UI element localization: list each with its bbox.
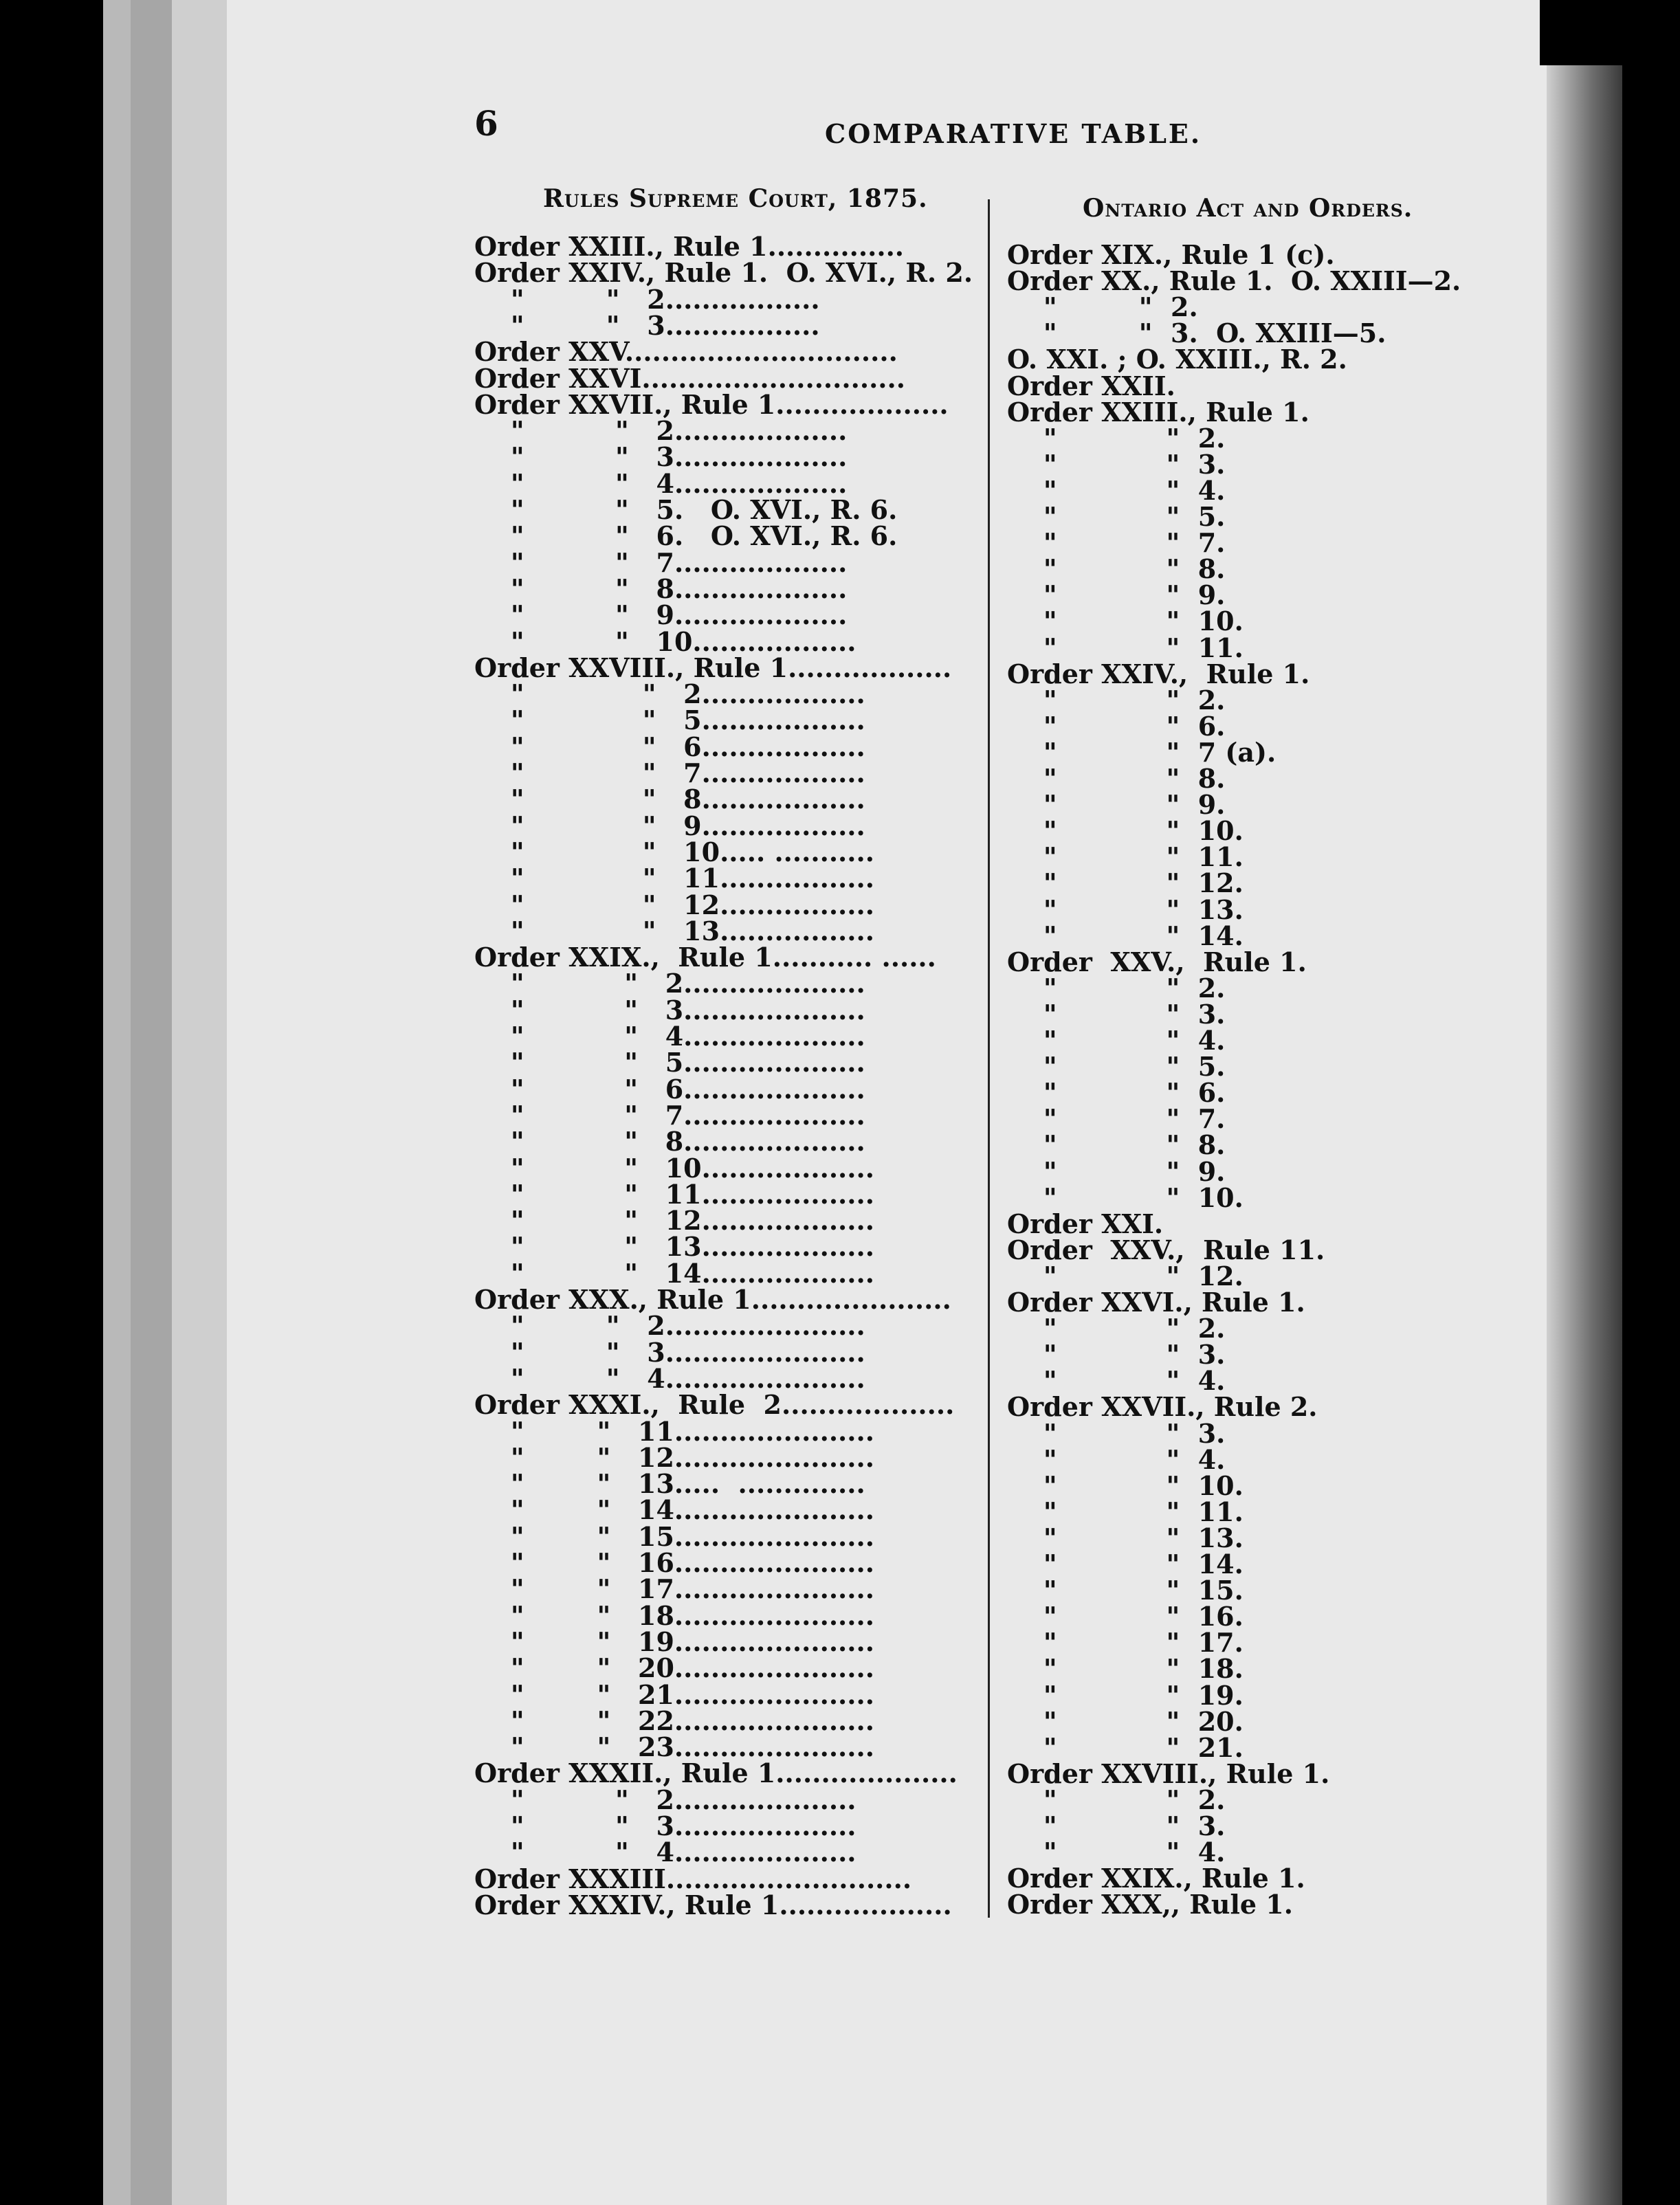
table-row: Order XXXIV., Rule 1................... xyxy=(474,1889,952,1920)
table-row: " " 13................... xyxy=(474,1231,874,1263)
table-row: " " 7. xyxy=(1007,1103,1226,1135)
table-row: " " 10. xyxy=(1007,1182,1244,1213)
table-row: Order XXIX., Rule 1. xyxy=(1007,1863,1305,1894)
table-row: " " 3...................... xyxy=(474,1336,865,1368)
table-row: Order XXXIII........................... xyxy=(474,1863,912,1894)
table-row: " " 2.................. xyxy=(474,678,865,710)
table-row: " " 2................. xyxy=(474,283,820,315)
table-row: " " 3. xyxy=(1007,998,1226,1030)
table-row: " " 13................. xyxy=(474,915,874,946)
table-row: " " 4.................... xyxy=(474,1837,856,1868)
table-row: Order XXX., Rule 1...................... xyxy=(474,1284,951,1315)
table-row: " " 2................... xyxy=(474,415,848,447)
table-row: " " 12................. xyxy=(474,889,874,920)
table-row: " " 7 (a). xyxy=(1007,736,1276,768)
table-row: " " 10. xyxy=(1007,1470,1244,1501)
table-row: " " 10..... ........... xyxy=(474,836,874,867)
table-row: " " 10.................. xyxy=(474,625,856,657)
table-row: " " 12. xyxy=(1007,1260,1244,1292)
table-row: " " 6. xyxy=(1007,710,1226,742)
table-row: " " 10. xyxy=(1007,815,1244,847)
table-row: Order XXIII., Rule 1. xyxy=(1007,396,1309,428)
table-row: " " 3. xyxy=(1007,448,1226,480)
table-row: " " 8. xyxy=(1007,553,1226,585)
table-row: Order XXIX., Rule 1........... ...... xyxy=(474,942,936,973)
table-row: Order XXX,, Rule 1. xyxy=(1007,1889,1293,1920)
table-row: Order XXI. xyxy=(1007,1208,1164,1239)
table-row: " " 4................... xyxy=(474,467,848,499)
table-row: " " 3. xyxy=(1007,1810,1226,1841)
table-row: Order XXVI., Rule 1. xyxy=(1007,1287,1305,1318)
left-column-heading: Rules Supreme Court, 1875. xyxy=(543,184,928,213)
table-row: Order XXV., Rule 11. xyxy=(1007,1234,1325,1265)
page-number: 6 xyxy=(474,103,498,144)
table-row: " " 3.................... xyxy=(474,1810,856,1841)
book-edge xyxy=(172,0,227,2205)
table-row: " " 2. xyxy=(1007,972,1226,1004)
table-row: " " 2.................... xyxy=(474,968,865,999)
table-row: " " 5. xyxy=(1007,1051,1226,1083)
table-row: " " 8................... xyxy=(474,573,848,604)
table-row: " " 7.................... xyxy=(474,1099,865,1131)
table-row: " " 13..... .............. xyxy=(474,1468,865,1500)
table-row: " " 13. xyxy=(1007,1522,1244,1553)
table-row: Order XXXII., Rule 1.................... xyxy=(474,1758,958,1789)
table-row: " " 12...................... xyxy=(474,1441,874,1473)
table-row: " " 10................... xyxy=(474,1152,874,1184)
table-row: " " 4. xyxy=(1007,474,1226,506)
table-row: " " 3.................... xyxy=(474,994,865,1026)
table-row: " " 4. xyxy=(1007,1365,1226,1397)
table-row: Order XXII. xyxy=(1007,370,1175,401)
table-row: Order XX., Rule 1. O. XXIII—2. xyxy=(1007,265,1461,297)
table-row: " " 16...................... xyxy=(474,1547,874,1578)
table-row: " " 4. xyxy=(1007,1443,1226,1475)
table-row: " " 14................... xyxy=(474,1257,874,1289)
table-row: " " 4.................... xyxy=(474,1021,865,1052)
scan-border xyxy=(1540,0,1680,65)
table-row: " " 10. xyxy=(1007,606,1244,637)
table-row: " " 9. xyxy=(1007,1155,1226,1187)
table-row: " " 20...................... xyxy=(474,1652,874,1684)
table-row: " " 12................... xyxy=(474,1205,874,1237)
table-row: " " 6. O. XVI., R. 6. xyxy=(474,520,898,552)
table-row: " " 3. xyxy=(1007,1339,1226,1371)
table-row: " " 11................... xyxy=(474,1178,874,1210)
table-row: " " 5. O. XVI., R. 6. xyxy=(474,494,898,525)
table-row: " " 14. xyxy=(1007,920,1244,951)
table-row: Order XXVIII., Rule 1.................. xyxy=(474,652,952,683)
table-row: " " 9. xyxy=(1007,789,1226,821)
table-row: " " 14. xyxy=(1007,1549,1244,1580)
table-row: " " 7. xyxy=(1007,527,1226,559)
table-row: " " 22...................... xyxy=(474,1705,874,1736)
table-row: Order XXV., Rule 1. xyxy=(1007,946,1307,977)
column-divider xyxy=(988,199,990,1918)
table-row: " " 2.................... xyxy=(474,1784,856,1815)
table-row: " " 14...................... xyxy=(474,1494,874,1526)
table-row: " " 2. xyxy=(1007,1784,1226,1815)
table-row: " " 18...................... xyxy=(474,1599,874,1631)
table-row: " " 9. xyxy=(1007,579,1226,611)
table-row: " " 11................. xyxy=(474,863,874,894)
table-row: " " 3................... xyxy=(474,441,848,473)
table-row: " " 11. xyxy=(1007,841,1244,873)
table-row: " " 7................... xyxy=(474,546,848,578)
table-row: Order XXVII., Rule 1................... xyxy=(474,388,949,420)
table-row: " " 5.................. xyxy=(474,705,865,736)
book-gutter-shadow xyxy=(1547,0,1622,2205)
table-row: " " 2. xyxy=(1007,684,1226,716)
table-row: " " 6.................. xyxy=(474,731,865,762)
table-row: Order XXVII., Rule 2. xyxy=(1007,1391,1318,1423)
table-row: Order XXXI., Rule 2................... xyxy=(474,1389,955,1421)
table-row: " " 18. xyxy=(1007,1653,1244,1685)
table-row: " " 16. xyxy=(1007,1601,1244,1632)
right-column-heading: Ontario Act and Orders. xyxy=(1083,194,1413,223)
table-row: Order XXIV., Rule 1. O. XVI., R. 2. xyxy=(474,257,973,289)
table-row: " " 5. xyxy=(1007,501,1226,532)
table-row: " " 3. xyxy=(1007,1417,1226,1449)
table-row: " " 5.................... xyxy=(474,1047,865,1078)
table-row: " " 17...................... xyxy=(474,1573,874,1605)
table-row: Order XXIV., Rule 1. xyxy=(1007,658,1310,689)
table-row: " " 6.................... xyxy=(474,1073,865,1105)
table-row: " " 21. xyxy=(1007,1731,1244,1763)
table-row: " " 23...................... xyxy=(474,1731,874,1763)
table-row: " " 8.................... xyxy=(474,1126,865,1157)
table-row: " " 11. xyxy=(1007,1496,1244,1527)
table-row: " " 2...................... xyxy=(474,1310,865,1342)
table-row: " " 19...................... xyxy=(474,1626,874,1657)
table-row: " " 4. xyxy=(1007,1837,1226,1868)
table-row: " " 15...................... xyxy=(474,1520,874,1552)
table-row: " " 6. xyxy=(1007,1077,1226,1109)
table-row: " " 2. xyxy=(1007,1313,1226,1344)
table-row: " " 21...................... xyxy=(474,1678,874,1710)
table-row: " " 4. xyxy=(1007,1025,1226,1056)
table-row: " " 17. xyxy=(1007,1627,1244,1659)
table-row: " " 3. O. XXIII—5. xyxy=(1007,318,1386,349)
table-row: O. XXI. ; O. XXIII., R. 2. xyxy=(1007,344,1347,375)
table-row: " " 9.................. xyxy=(474,810,865,841)
table-row: " " 8.................. xyxy=(474,784,865,815)
book-edge xyxy=(131,0,172,2205)
table-row: " " 7.................. xyxy=(474,757,865,788)
table-row: Order XXIII., Rule 1............... xyxy=(474,231,905,262)
table-row: " " 3................. xyxy=(474,309,820,341)
table-row: " " 8. xyxy=(1007,763,1226,794)
table-row: " " 2. xyxy=(1007,291,1198,323)
table-row: " " 8. xyxy=(1007,1129,1226,1161)
table-row: " " 2. xyxy=(1007,422,1226,454)
table-row: " " 13. xyxy=(1007,894,1244,925)
table-row: " " 11. xyxy=(1007,632,1244,663)
table-row: " " 20. xyxy=(1007,1705,1244,1737)
table-row: Order XXV.............................. xyxy=(474,336,898,368)
table-row: Order XXVI............................. xyxy=(474,362,905,394)
table-row: " " 11...................... xyxy=(474,1415,874,1447)
table-row: Order XIX., Rule 1 (c). xyxy=(1007,239,1335,270)
table-row: " " 12. xyxy=(1007,867,1244,899)
page-title: COMPARATIVE TABLE. xyxy=(825,118,1202,149)
table-row: " " 15. xyxy=(1007,1575,1244,1606)
table-row: " " 9................... xyxy=(474,599,848,631)
table-row: Order XXVIII., Rule 1. xyxy=(1007,1758,1330,1789)
book-edge xyxy=(103,0,131,2205)
table-row: " " 19. xyxy=(1007,1679,1244,1711)
table-row: " " 4...................... xyxy=(474,1362,865,1394)
